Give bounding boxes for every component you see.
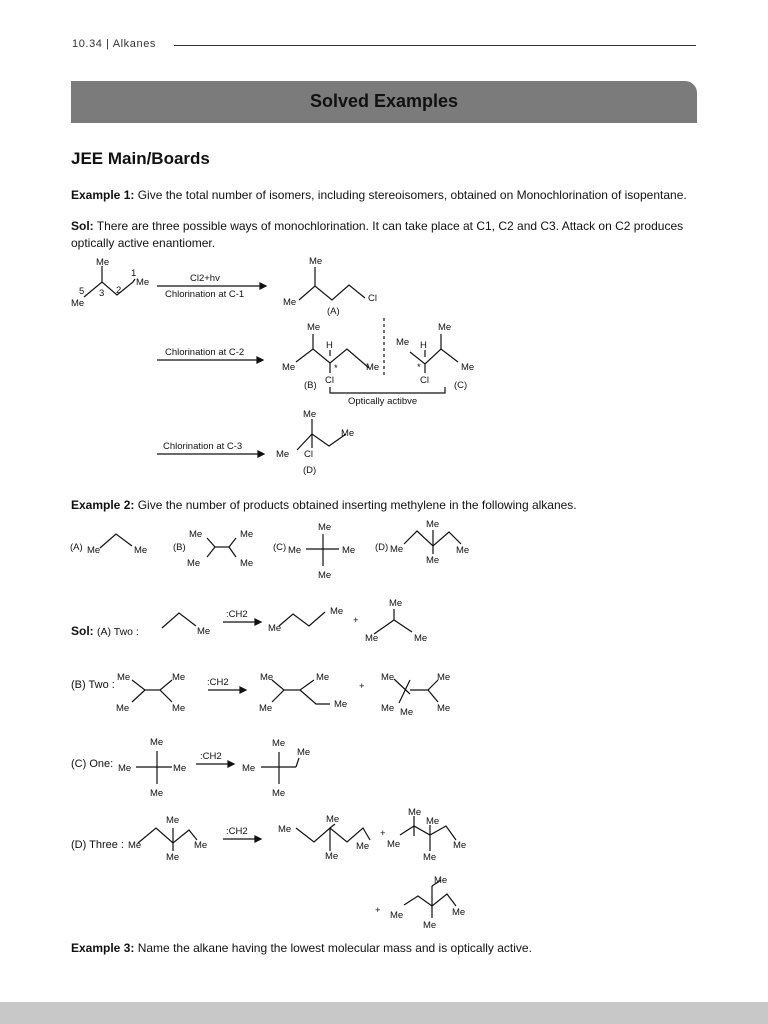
chem-num: 3 <box>99 288 105 299</box>
struct-d-label: (D) <box>375 542 389 553</box>
chem-me: Me <box>414 633 428 644</box>
chem-me: Me <box>438 322 452 333</box>
example2-label: Example 2: <box>71 498 135 512</box>
example1-solution <box>71 218 697 252</box>
chem-me: Me <box>437 672 451 683</box>
chem-me: Me <box>172 703 186 714</box>
chem-me: Me <box>194 840 208 851</box>
chem-me: Me <box>172 672 186 683</box>
product-c-label: (C) <box>454 380 468 391</box>
chem-me: Me <box>426 555 440 566</box>
chem-me: Me <box>400 707 414 718</box>
chem-star: * <box>334 363 338 374</box>
chem-me: Me <box>96 257 110 268</box>
chem-me: Me <box>453 840 467 851</box>
chem-me: Me <box>396 337 410 348</box>
chem-me: Me <box>150 737 164 748</box>
struct-c-label: (C) <box>273 542 287 553</box>
example2-text: Give the number of products obtained inserting methylene in the following alkanes. <box>137 498 577 512</box>
chem-me: Me <box>118 763 132 774</box>
chem-me: Me <box>426 816 440 827</box>
chem-me: Me <box>116 703 130 714</box>
chem-me: Me <box>316 672 330 683</box>
chem-me: Me <box>334 699 348 710</box>
chem-me: Me <box>366 362 380 373</box>
sol-b-prefix: (B) Two : <box>71 679 115 691</box>
sol-d-prefix: (D) Three : <box>71 839 124 851</box>
chem-me: Me <box>326 814 340 825</box>
reagent-ch2: :CH2 <box>200 751 222 762</box>
chem-me: Me <box>187 558 201 569</box>
chem-me: Me <box>189 529 203 540</box>
chem-cl: Cl <box>420 375 429 386</box>
chem-me: Me <box>381 672 395 683</box>
label-optically-active: Optically actibve <box>348 396 418 407</box>
example1-sol-label: Sol: <box>71 219 94 233</box>
chem-me: Me <box>166 815 180 826</box>
reagent-ch2: :CH2 <box>207 677 229 688</box>
chem-me: Me <box>325 851 339 862</box>
example3-text: Name the alkane having the lowest molecular mass and is optically active. <box>137 941 532 955</box>
chem-me: Me <box>381 703 395 714</box>
page-header: 10.34 | Alkanes <box>72 38 157 50</box>
footer-bar <box>0 1002 768 1024</box>
chem-me: Me <box>268 623 282 634</box>
chem-me: Me <box>128 840 142 851</box>
chem-me: Me <box>87 545 101 556</box>
sol-a-prefix: (A) Two : <box>97 626 139 638</box>
chem-me: Me <box>437 703 451 714</box>
chem-num: 1 <box>131 268 137 279</box>
reagent-ch2: :CH2 <box>226 609 248 620</box>
chem-me: Me <box>150 788 164 799</box>
chem-me: Me <box>166 852 180 863</box>
sol-c-prefix: (C) One: <box>71 758 114 770</box>
example3-question <box>71 940 697 957</box>
example1-text: Give the total number of isomers, including stereoisomers, obtained on Monochlorination of isopentane. <box>137 188 687 202</box>
chem-cl: Cl <box>304 449 313 460</box>
chem-me: Me <box>283 297 297 308</box>
chem-me: Me <box>426 519 440 530</box>
chem-me: Me <box>197 626 211 637</box>
example1-label: Example 1: <box>71 188 135 202</box>
chem-h: H <box>420 340 427 351</box>
chem-me: Me <box>423 920 437 931</box>
chem-me: Me <box>173 763 187 774</box>
chem-me: Me <box>134 545 148 556</box>
chem-me: Me <box>434 875 448 886</box>
section-title: JEE Main/Boards <box>71 149 210 168</box>
chem-me: Me <box>330 606 344 617</box>
chem-plus: + <box>375 905 381 916</box>
chem-me: Me <box>408 807 422 818</box>
chem-me: Me <box>452 907 466 918</box>
chem-plus: + <box>380 828 386 839</box>
chem-me: Me <box>356 841 370 852</box>
chem-me: Me <box>117 672 131 683</box>
chem-me: Me <box>456 545 470 556</box>
product-b-label: (B) <box>304 380 317 391</box>
example2-question <box>71 497 697 514</box>
chem-me: Me <box>461 362 475 373</box>
chem-me: Me <box>390 910 404 921</box>
chem-me: Me <box>390 544 404 555</box>
struct-b-label: (B) <box>173 542 186 553</box>
chem-num: 5 <box>79 286 85 297</box>
chem-me: Me <box>309 256 323 267</box>
chem-me: Me <box>387 839 401 850</box>
chem-h: H <box>326 340 333 351</box>
product-a-label: (A) <box>327 306 340 317</box>
chem-num: 2 <box>116 285 122 296</box>
chem-me: Me <box>276 449 290 460</box>
example2-sol-label: Sol: <box>71 624 94 638</box>
chem-me: Me <box>71 298 85 309</box>
header-rule <box>174 45 696 46</box>
example1-question <box>71 187 697 204</box>
chem-me: Me <box>240 529 254 540</box>
banner-title: Solved Examples <box>309 91 459 111</box>
chem-me: Me <box>365 633 379 644</box>
chem-me: Me <box>136 277 150 288</box>
chem-me: Me <box>272 738 286 749</box>
chem-me: Me <box>242 763 256 774</box>
chem-me: Me <box>260 672 274 683</box>
example1-sol-text: There are three possible ways of monochlorination. It can take place at C1, C2 and C3. Attack on C2 produces optically active enantiomer. <box>71 219 684 250</box>
reagent-cl2: Cl2+hv <box>190 273 220 284</box>
chem-me: Me <box>423 852 437 863</box>
product-d-label: (D) <box>303 465 317 476</box>
chem-plus: + <box>353 615 359 626</box>
chem-me: Me <box>297 747 311 758</box>
chem-me: Me <box>240 558 254 569</box>
chem-me: Me <box>303 409 317 420</box>
chem-me: Me <box>288 545 302 556</box>
label-chlorination-c3: Chlorination at C-3 <box>163 441 243 452</box>
example2-sol-a <box>71 623 181 641</box>
reagent-ch2: :CH2 <box>226 826 248 837</box>
chem-me: Me <box>278 824 292 835</box>
label-chlorination-c2: Chlorination at C-2 <box>165 347 245 358</box>
chem-cl: Cl <box>325 375 334 386</box>
chem-me: Me <box>259 703 273 714</box>
example3-label: Example 3: <box>71 941 135 955</box>
label-chlorination-c1: Chlorination at C-1 <box>165 289 245 300</box>
chem-me: Me <box>307 322 321 333</box>
chem-star: * <box>417 362 421 373</box>
chem-me: Me <box>389 598 403 609</box>
chem-cl: Cl <box>368 293 377 304</box>
chem-me: Me <box>282 362 296 373</box>
chem-me: Me <box>318 570 332 581</box>
chem-plus: + <box>359 681 365 692</box>
chem-me: Me <box>342 545 356 556</box>
chem-me: Me <box>341 428 355 439</box>
chem-me: Me <box>318 522 332 533</box>
solved-examples-banner <box>71 81 697 123</box>
struct-a-label: (A) <box>70 542 83 553</box>
chem-me: Me <box>272 788 286 799</box>
